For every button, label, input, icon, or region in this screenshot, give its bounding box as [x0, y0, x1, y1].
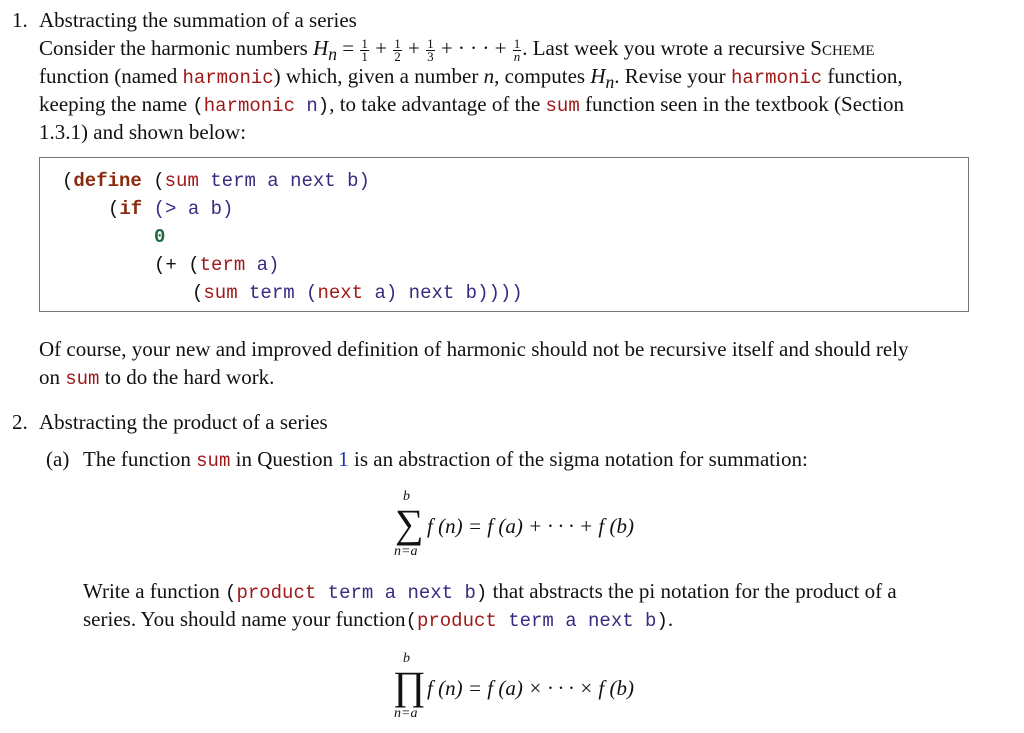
sigma-lower-limit: n=a [394, 544, 418, 559]
h-subscript: n [605, 72, 615, 93]
text: . Last week you wrote a recursive [522, 36, 811, 60]
text: is an abstraction of the sigma notation for summation: [348, 447, 808, 471]
harmonic-code: harmonic [203, 95, 295, 117]
code-line-3 [154, 226, 165, 248]
frac-num: 1 [513, 35, 521, 51]
args: term a next b [316, 582, 476, 604]
text: . Revise your [614, 64, 731, 88]
args: term a next b) [198, 170, 370, 192]
ellipsis: + · · · + [435, 36, 512, 60]
paren: ) [475, 582, 488, 604]
code-line-4 [154, 254, 279, 276]
harmonic-code: harmonic [182, 67, 274, 89]
paren: ( [108, 198, 120, 220]
text: keeping the name [39, 92, 193, 116]
pi-symbol: ∏ [393, 663, 426, 708]
summation-formula [427, 512, 634, 540]
text: , computes [494, 64, 591, 88]
text: function, [822, 64, 903, 88]
h-subscript: n [328, 44, 338, 65]
text: ) which, given a number [273, 64, 484, 88]
question-1-line-3 [39, 90, 904, 120]
sum-code: sum [65, 368, 100, 390]
term-name: term [199, 254, 246, 276]
scheme-word: Scheme [810, 36, 875, 60]
product-formula [427, 674, 634, 702]
sum-name: sum [164, 170, 199, 192]
product-code: product [416, 610, 497, 632]
args: term ( [237, 282, 318, 304]
sum-code: sum [196, 450, 231, 472]
question-2a-text [83, 445, 808, 475]
code-line-5 [192, 282, 523, 304]
pi-upper-limit: b [403, 651, 410, 666]
plus-expr: (+ ( [154, 254, 200, 276]
question-1-link[interactable]: 1 [338, 447, 349, 471]
code-line-2 [108, 198, 233, 220]
paren: ( [192, 282, 204, 304]
question-1-line-4: 1.3.1) and shown below: [39, 120, 247, 144]
question-2a-label: (a) [46, 447, 70, 471]
sigma-upper-limit: b [403, 489, 410, 504]
pi-lower-limit: n=a [394, 706, 418, 721]
formula-text: f (n) = f (a) + · · · + f (b) [427, 514, 634, 538]
args: a) next b)))) [363, 282, 523, 304]
text: , to take advantage of the [329, 92, 546, 116]
question-1-number: 1. [12, 8, 28, 32]
question-1-followup-line-1: Of course, your new and improved definition of harmonic should not be recursive itself and should rely [39, 337, 909, 361]
condition: (> a b) [142, 198, 234, 220]
sum-code: sum [545, 95, 580, 117]
frac-den: 2 [394, 48, 401, 64]
question-1-followup-line-2 [39, 363, 274, 393]
paren: ( [225, 582, 237, 604]
fraction-1-over-2 [393, 35, 402, 64]
if-keyword: if [119, 198, 143, 220]
formula-text: f (n) = f (a) × · · · × f (b) [427, 676, 634, 700]
fraction-1-over-1 [360, 35, 369, 64]
define-keyword: define [73, 170, 142, 192]
paren: ) [656, 610, 668, 632]
frac-den: 1 [361, 48, 368, 64]
question-2a-write-line-1 [83, 577, 897, 607]
text: on [39, 365, 66, 389]
question-1-heading: Abstracting the summation of a series [39, 8, 357, 32]
frac-den: n [513, 48, 521, 64]
next-name: next [317, 282, 364, 304]
text: function (named [39, 64, 183, 88]
n-var: n [483, 64, 495, 88]
question-2-number: 2. [12, 410, 28, 434]
frac-num: 1 [427, 35, 434, 51]
args: a) [245, 254, 280, 276]
paren: ( [405, 610, 417, 632]
zero-literal: 0 [154, 226, 166, 248]
text: Write a function [83, 579, 226, 603]
paren: ( [141, 170, 165, 192]
text: The function [83, 447, 197, 471]
text: that abstracts the pi notation for the product of a [487, 579, 897, 603]
text: function seen in the textbook (Section [579, 92, 905, 116]
text: to do the hard work. [99, 365, 275, 389]
plus: + [402, 36, 426, 60]
sigma-symbol: ∑ [395, 501, 424, 546]
sum-name: sum [203, 282, 238, 304]
text: Consider the harmonic numbers [39, 36, 314, 60]
question-2a-write-line-2: series. You should name your function(product term a next b). [83, 607, 674, 632]
paren: ( [192, 95, 204, 117]
fraction-1-over-3 [426, 35, 435, 64]
text: in Question [230, 447, 339, 471]
frac-num: 1 [394, 35, 401, 51]
fraction-1-over-n [513, 35, 522, 64]
question-2-heading: Abstracting the product of a series [39, 410, 328, 434]
harmonic-code: harmonic [730, 67, 823, 89]
text: series. You should name your function [83, 607, 406, 631]
code-listing [39, 157, 969, 312]
frac-den: 3 [427, 48, 434, 64]
h-symbol: H [590, 64, 606, 88]
product-code: product [236, 582, 317, 604]
code-line-1 [62, 170, 370, 192]
h-symbol: H [313, 36, 329, 60]
paren: ) [317, 95, 330, 117]
frac-num: 1 [361, 35, 368, 51]
equals: = [337, 36, 360, 60]
args: term a next b [496, 610, 657, 632]
paren: ( [62, 170, 74, 192]
n-code: n [306, 95, 318, 117]
plus: + [369, 36, 393, 60]
